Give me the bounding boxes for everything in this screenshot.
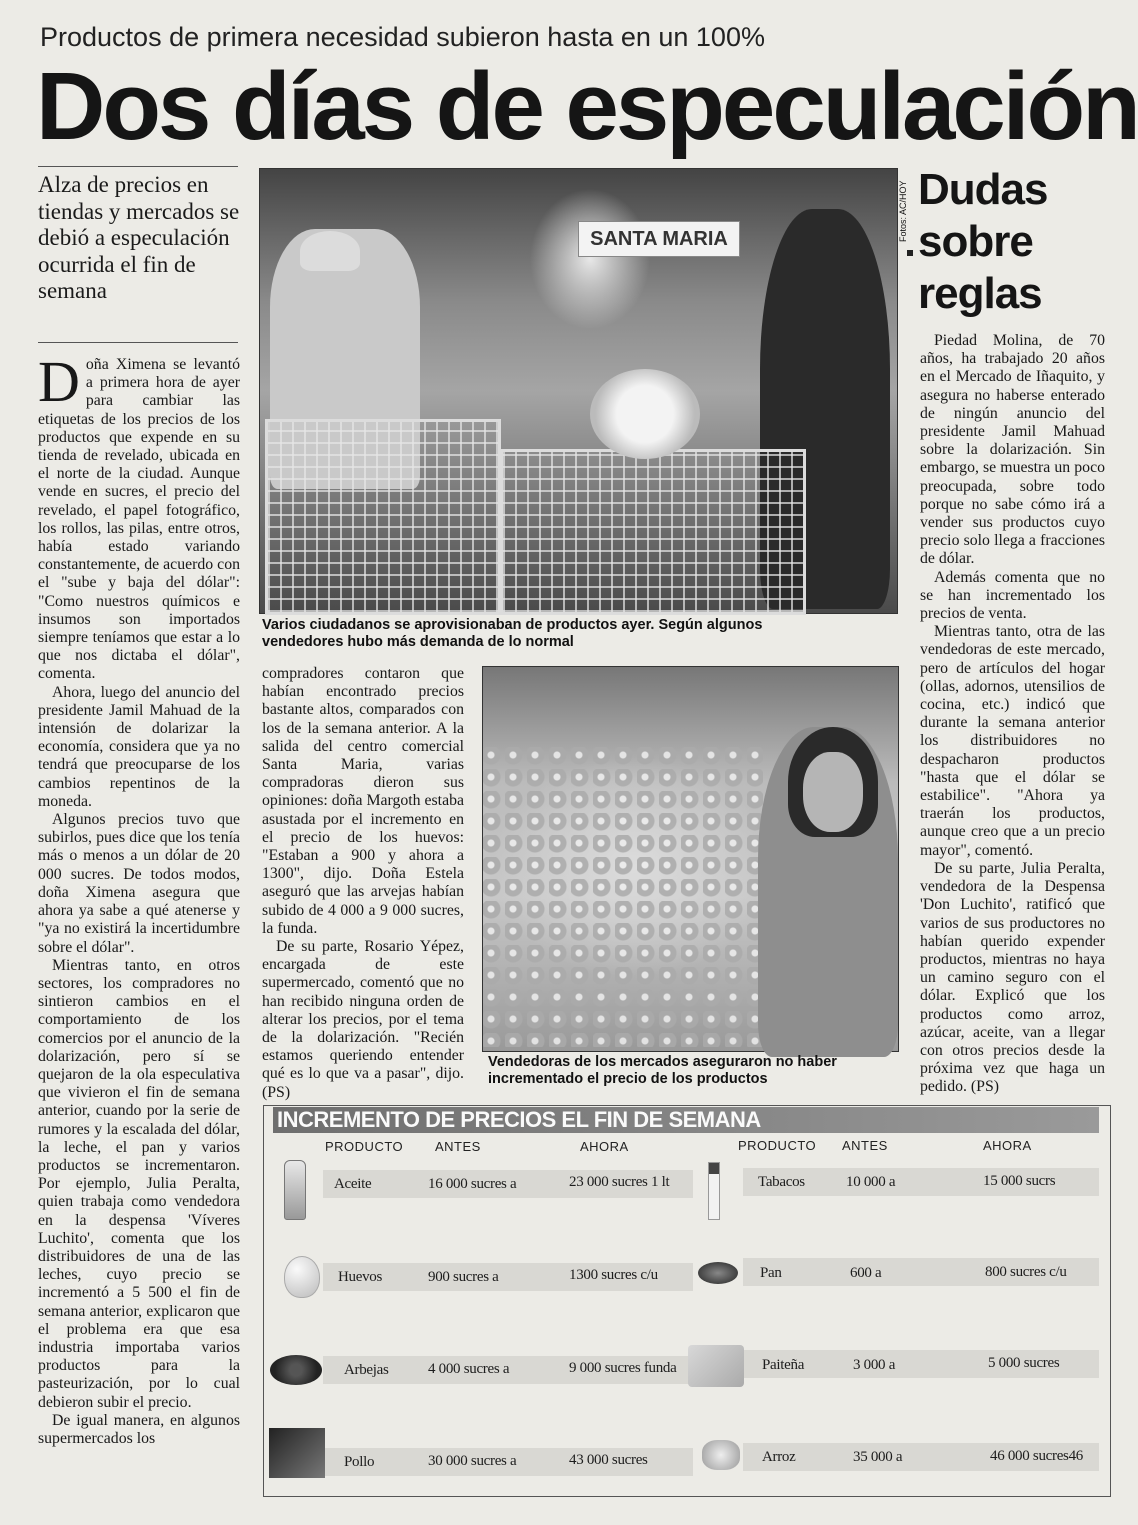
article-column-1 xyxy=(38,349,240,1486)
vendor-girl-face xyxy=(803,752,863,832)
onion-sack-icon xyxy=(688,1345,744,1387)
column2-para-2: De su parte, Rosario Yépez, encargada de este supermercado, comentó que no han recibido ninguna orden de alterar los precios, por el tema de la dolarización. "Recién estamos queriendo entender qué es lo que va a pasar", dijo. (PS) xyxy=(262,938,464,1101)
rice-icon xyxy=(702,1440,740,1470)
shopper-cap xyxy=(300,231,360,271)
product-cell: Arroz xyxy=(762,1449,796,1465)
produce-bags xyxy=(590,369,700,459)
article-para-1 xyxy=(38,349,240,684)
cigarette-icon xyxy=(708,1162,720,1220)
fruit-display xyxy=(483,747,763,1047)
sidebar-title-line-1: Dudas xyxy=(918,165,1048,214)
before-cell: 35 000 a xyxy=(853,1449,903,1465)
now-cell: 46 000 sucres46 xyxy=(990,1448,1083,1464)
now-cell: 43 000 sucres xyxy=(569,1452,648,1468)
sidebar-title xyxy=(918,164,1108,324)
before-cell: 600 a xyxy=(850,1265,882,1281)
header-product-left: PRODUCTO xyxy=(325,1139,404,1154)
now-cell: 5 000 sucres xyxy=(988,1355,1060,1371)
header-now-left: AHORA xyxy=(580,1139,629,1154)
before-cell: 10 000 a xyxy=(846,1174,896,1190)
dropcap: D xyxy=(38,349,80,414)
supermarket-photo xyxy=(259,168,898,614)
article-para-4: Mientras tanto, en otros sectores, los compradores no sintieron cambios en el comportamiento de los comercios por el anuncio de la dolarización, pero sí se quejaron de la ola especulativa que vivieron el fin de semana anterior, cuando por la serie de rumores y la escalada del dólar, la leche, el pan y varios productos se incrementaron. Por ejemplo, Julia Peralta, quien trabaja como vendedora en la despensa 'Víveres Luchito', comenta que los distribuidores de una de las leches, cuyo precio se incrementó a 5 500 el fin de semana anterior, explicaron que el problema era que esa industria importaba varios productos para la pasteurización, por lo cual debieron subir el precio. xyxy=(38,956,240,1411)
photo-credit: Fotos: AC/HOY xyxy=(898,180,908,242)
eggs-icon xyxy=(284,1256,320,1298)
before-cell: 900 sucres a xyxy=(428,1269,499,1285)
kicker: Productos de primera necesidad subieron hasta en un 100% xyxy=(40,22,765,52)
product-cell: Tabacos xyxy=(758,1174,805,1190)
price-table-title: INCREMENTO DE PRECIOS EL FIN DE SEMANA xyxy=(273,1107,1099,1133)
before-cell: 4 000 sucres a xyxy=(428,1361,510,1377)
before-cell: 30 000 sucres a xyxy=(428,1453,517,1469)
product-cell: Pan xyxy=(760,1265,782,1281)
shopping-cart-right xyxy=(500,449,806,615)
article-para-2: Ahora, luego del anuncio del presidente Jamil Mahuad de la intensión de dolarizar la economía, considera que ya no tendrá que preocuparse de los cambios repentinos de la moneda. xyxy=(38,683,240,810)
product-cell: Paiteña xyxy=(762,1357,805,1373)
photo2-caption: Vendedoras de los mercados aseguraron no haber incrementado el precio de los productos xyxy=(488,1054,837,1087)
now-cell: 23 000 sucres 1 lt xyxy=(569,1174,670,1190)
deck-rule xyxy=(38,166,238,167)
product-cell: Huevos xyxy=(338,1269,383,1285)
sidebar-para-1: Piedad Molina, de 70 años, ha trabajado 20 años en el Mercado de Iñaquito, y asegura no haberse enterado de ningún anuncio del presidente Jamil Mahuad sobre la dolarización. Sin embargo, se muestra un poco preocupada, sobre todo porque no sabe cómo irá a vender sus productos cuyo precio solo llega a fracciones de dólar. xyxy=(920,332,1105,568)
sidebar-title-line-2: sobre xyxy=(918,217,1033,266)
article-para-3: Algunos precios tuvo que subirlos, pues dice que los tenía más o menos a un dólar de 20 000 sucres. De todos modos, doña Ximena asegura que ahora ya sabe a qué atenerse y "ya no existirá la incertidumbre sobre el dólar". xyxy=(38,811,240,956)
product-cell: Aceite xyxy=(334,1176,372,1192)
peas-icon xyxy=(270,1355,322,1385)
deck: Alza de precios en tiendas y mercados se debió a especulación ocurrida el fin de semana xyxy=(38,172,240,303)
deck-rule-bottom xyxy=(38,342,238,343)
photo1-caption: Varios ciudadanos se aprovisionaban de productos ayer. Según algunos vendedores hubo más demanda de lo normal xyxy=(262,617,763,650)
headline: Dos días de especulación xyxy=(36,53,1138,160)
sidebar-para-4: De su parte, Julia Peralta, vendedora de la Despensa 'Don Luchito', ratificó que varios de sus productores no habían querido expender productos, mientras no haya un camino seguro con el dólar. Explicó que los productos como arroz, azúcar, aceite, van a llegar con otros precios desde la próxima vez que haga un pedido. (PS) xyxy=(920,859,1105,1096)
shopping-cart-left xyxy=(265,419,501,615)
product-cell: Arbejas xyxy=(344,1362,389,1378)
header-before-right: ANTES xyxy=(842,1138,888,1153)
now-cell: 9 000 sucres funda xyxy=(569,1360,677,1376)
oil-bottle-icon xyxy=(284,1160,306,1220)
sidebar-title-line-3: reglas xyxy=(918,269,1042,318)
product-cell: Pollo xyxy=(344,1454,375,1470)
article-para-1-text: oña Ximena se levantó a primera hora de ayer para cambiar las etiquetas de los precios de los productos que expende en su tienda de revelado, ubicada en el norte de la ciudad. Aunque vende en sucres, el precio del revelado, el papel fotográfico, los rollos, las pilas, entre otros, había estado variando constantemente, de acuerdo con el "sube y baja del dólar": "Como nuestros químicos e insumos son importados siempre teníamos que estar a lo que nos dictaba el dólar", comenta. xyxy=(38,356,240,683)
article-para-5: De igual manera, en algunos supermercados los xyxy=(38,1411,240,1447)
price-table xyxy=(263,1105,1111,1497)
bread-icon xyxy=(698,1262,738,1284)
before-cell: 16 000 sucres a xyxy=(428,1176,517,1192)
article-column-2 xyxy=(262,665,464,1101)
market-vendor-photo xyxy=(482,666,899,1052)
store-sign: SANTA MARIA xyxy=(578,221,740,257)
chicken-icon xyxy=(269,1428,325,1478)
column2-para-1: compradores contaron que habían encontrado precios bastante altos, comparados con los de la semana anterior. A la salida del centro comercial Santa Maria, varias compradoras dieron sus opiniones: doña Margoth estaba asustada por el incremento en el precio de los huevos: "Estaban a 900 y ahora a 1300", dijo. Doña Estela aseguró que las arvejas habían subido de 4 000 a 9 000 sucres, la funda. xyxy=(262,665,464,937)
header-before-left: ANTES xyxy=(435,1139,481,1154)
now-cell: 1300 sucres c/u xyxy=(569,1267,658,1283)
header-now-right: AHORA xyxy=(983,1138,1032,1153)
before-cell: 3 000 a xyxy=(853,1357,896,1373)
sidebar-para-2: Además comenta que no se han incrementado los precios de venta. xyxy=(920,568,1105,623)
header-product-right: PRODUCTO xyxy=(738,1138,817,1153)
now-cell: 800 sucres c/u xyxy=(985,1264,1067,1280)
sidebar-column xyxy=(920,332,1105,1096)
sidebar-para-3: Mientras tanto, otra de las vendedoras de este mercado, pero de artículos del hogar (ollas, adornos, utensilios de cocina, etc.) indicó que durante la semana anterior los distribuidores no despacharon productos "hasta que el dólar se estabilice". "Ahora ya traerán los productos, aunque creo que a un precio mayor", comentó. xyxy=(920,623,1105,859)
now-cell: 15 000 sucrs xyxy=(983,1173,1056,1189)
sidebar-bullet xyxy=(907,250,913,256)
